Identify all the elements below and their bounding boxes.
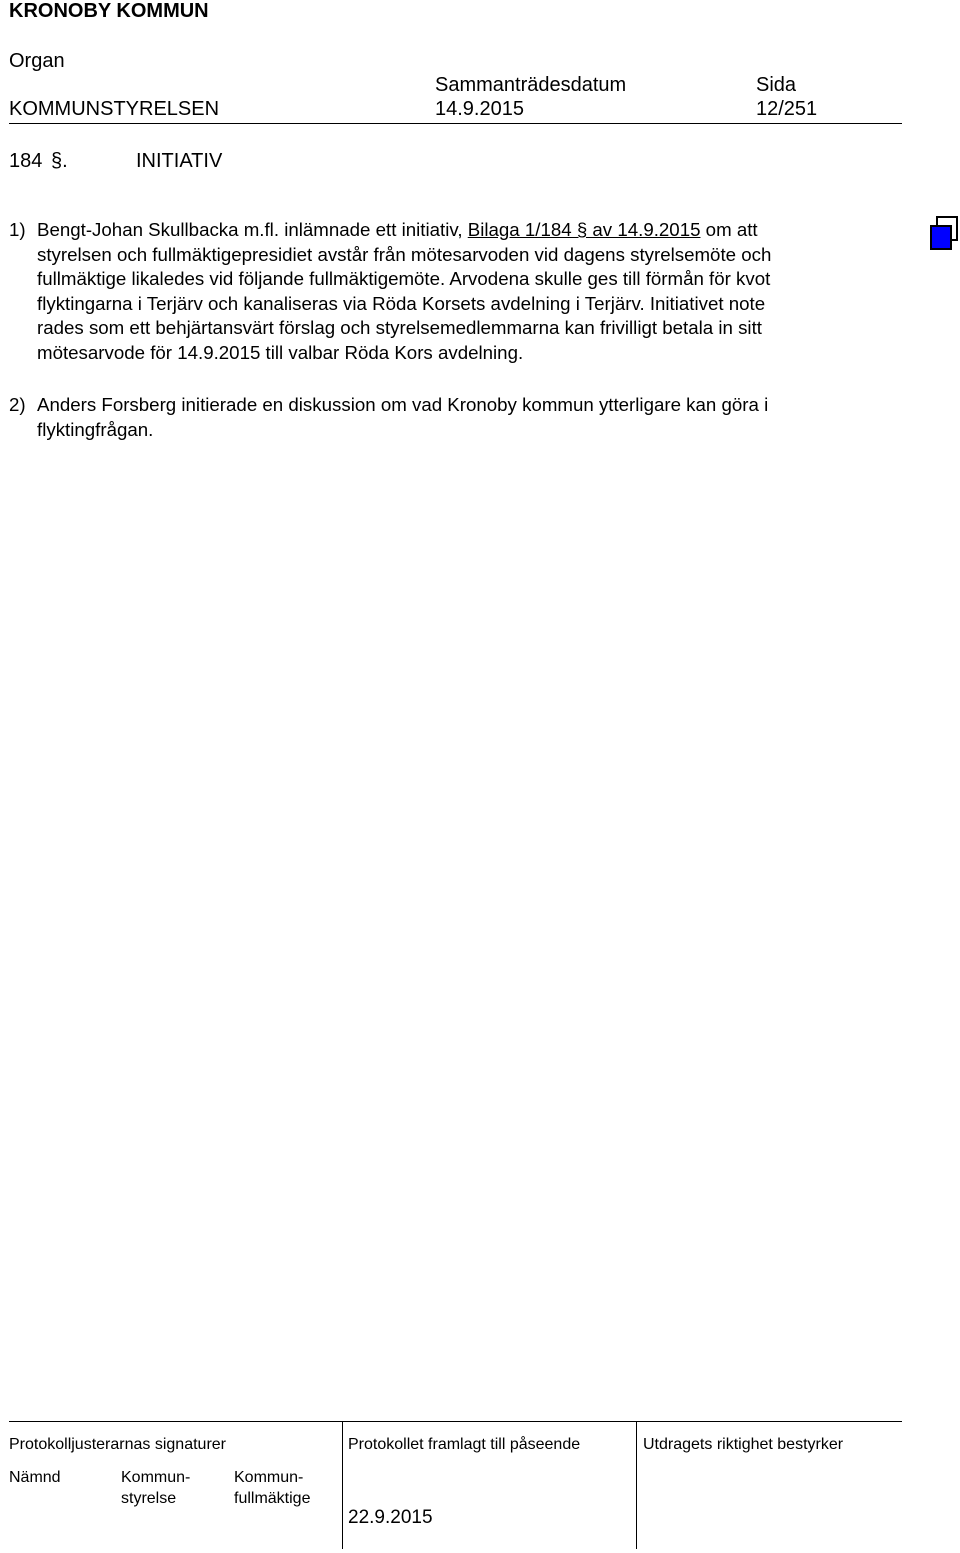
kf-label-line2: fullmäktige <box>234 1490 311 1507</box>
header-rule <box>9 123 902 124</box>
date-value: 14.9.2015 <box>435 98 524 120</box>
item-line: Bengt-Johan Skullbacka m.fl. inlämnade ett initiativ, Bilaga 1/184 § av 14.9.2015 om att <box>37 219 758 240</box>
organ-label: Organ <box>9 50 65 72</box>
item-line: mötesarvode för 14.9.2015 till valbar Röda Kors avdelning. <box>37 341 524 363</box>
municipality-title: KRONOBY KOMMUN <box>9 0 209 22</box>
signatures-label: Protokolljusterarnas signaturer <box>9 1436 226 1453</box>
footer-divider <box>636 1421 637 1549</box>
attachment-link[interactable]: Bilaga 1/184 § av 14.9.2015 <box>467 219 701 240</box>
page-value: 12/251 <box>756 98 818 120</box>
ks-label-line2: styrelse <box>121 1490 177 1507</box>
ks-label-line1: Kommun- <box>121 1469 191 1486</box>
footer-divider <box>342 1421 343 1549</box>
document-copy-icon[interactable] <box>928 216 960 257</box>
paragraph-item-2 <box>9 393 909 442</box>
item-line: Anders Forsberg initierade en diskussion om vad Kronoby kommun ytterligare kan göra i <box>37 394 769 415</box>
item-line: flyktingarna i Terjärv och kanaliseras via Röda Korsets avdelning i Terjärv. Initiativet note <box>37 292 766 314</box>
date-label: Sammanträdesdatum <box>435 74 627 96</box>
item-line: fullmäktige likaledes vid följande fullmäktigemöte. Arvodena skulle ges till förmån för kvot <box>37 268 771 290</box>
section-number: 184 <box>9 150 43 172</box>
paragraph-item-1 <box>9 218 909 366</box>
posted-date: 22.9.2015 <box>348 1507 433 1528</box>
posted-label: Protokollet framlagt till påseende <box>348 1436 581 1453</box>
item-number: 1) <box>9 219 26 240</box>
section-symbol: §. <box>51 150 68 172</box>
item-number: 2) <box>9 394 26 415</box>
item-line: flyktingfrågan. <box>37 418 154 440</box>
section-title: INITIATIV <box>136 150 223 172</box>
kf-label-line1: Kommun- <box>234 1469 304 1486</box>
page-label: Sida <box>756 74 797 96</box>
namnd-label: Nämnd <box>9 1469 61 1486</box>
organ-value: KOMMUNSTYRELSEN <box>9 98 220 120</box>
footer-top-rule <box>9 1421 902 1422</box>
item-line: styrelsen och fullmäktigepresidiet avstår från mötesarvoden vid dagens styrelsemöte och <box>37 243 772 265</box>
extract-label: Utdragets riktighet bestyrker <box>643 1436 844 1453</box>
item-line: rades som ett behjärtansvärt förslag och styrelsemedlemmarna kan frivilligt betala in sitt <box>37 317 762 339</box>
